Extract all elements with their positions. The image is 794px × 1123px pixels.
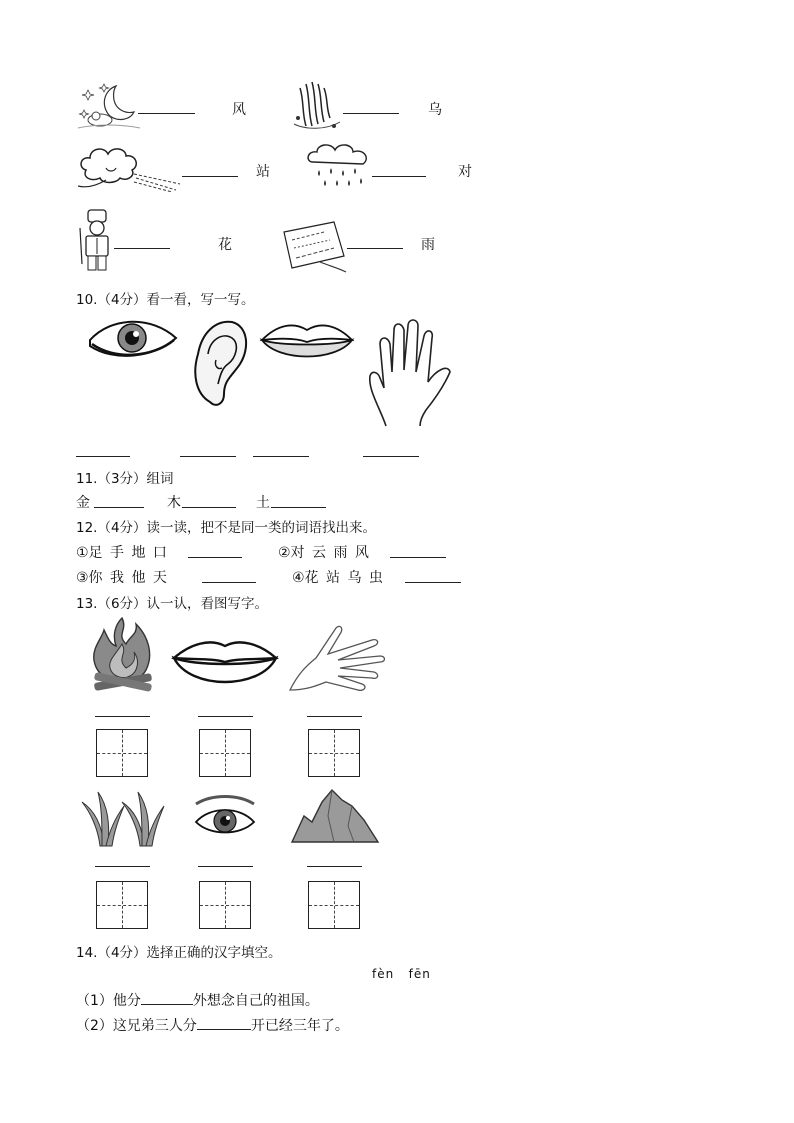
writing-grid[interactable] [96,729,148,777]
answer-line[interactable] [95,716,150,717]
char-hua: 花 [218,237,232,253]
group-3: ③你 我 他 天 [76,570,167,586]
sentence-2 [76,1015,349,1035]
sentence-1-end: 外想念自己的祖国。 [192,993,319,1009]
answer-line[interactable] [182,176,238,177]
writing-grid[interactable] [308,881,360,929]
sentence-1-start: （1）他分 [76,993,141,1009]
answer-line[interactable] [363,456,419,457]
answer-line[interactable] [76,456,130,457]
rain-cloud-picture [305,142,375,192]
lips-picture [258,316,356,368]
ear-picture [188,314,252,408]
wind-cloud-picture [76,142,182,194]
char-dui: 对 [458,164,472,180]
blank[interactable] [197,1015,251,1030]
hand-picture [364,316,454,428]
eye-picture [84,316,180,368]
hand-palm-picture [286,620,386,694]
writing-grid[interactable] [96,881,148,929]
answer-line[interactable] [95,866,150,867]
char-wu: 乌 [428,102,442,118]
answer-line[interactable] [307,716,362,717]
soldier-picture [78,208,116,274]
mountain-picture [290,786,380,846]
char-jin: 金 [76,495,90,511]
sentence-2-start: （2）这兄弟三人分 [76,1018,197,1034]
answer-line[interactable] [372,176,426,177]
question-10-title: 10.（4分）看一看，写一写。 [76,292,255,308]
moon-stars-picture [76,80,142,132]
answer-line[interactable] [94,507,144,508]
eye-closeup-picture [192,794,258,844]
sentence-2-end: 开已经三年了。 [250,1018,349,1034]
char-feng: 风 [232,102,246,118]
sentence-1 [76,990,319,1010]
char-tu: 土 [256,495,270,511]
answer-line[interactable] [198,716,253,717]
question-13-title: 13.（6分）认一认，看图写字。 [76,596,269,612]
group-2: ②对 云 雨 风 [278,545,369,561]
answer-line[interactable] [114,248,170,249]
mouth-picture [170,636,280,692]
pinyin-options: fèn fēn [372,967,431,981]
question-12-title: 12.（4分）读一读，把不是同一类的词语找出来。 [76,520,377,536]
answer-line[interactable] [138,113,195,114]
group-4: ④花 站 乌 虫 [292,570,383,586]
answer-line[interactable] [202,582,256,583]
answer-line[interactable] [271,507,326,508]
fire-picture [86,614,160,694]
char-mu: 木 [167,495,181,511]
answer-line[interactable] [180,456,236,457]
waterfall-picture [290,80,344,132]
char-yu: 雨 [421,237,435,253]
grass-picture [80,788,166,848]
answer-line[interactable] [198,866,253,867]
question-11-title: 11.（3分）组词 [76,471,174,487]
bird-picture [280,218,348,274]
question-14-title: 14.（4分）选择正确的汉字填空。 [76,945,282,961]
writing-grid[interactable] [308,729,360,777]
answer-line[interactable] [405,582,461,583]
writing-grid[interactable] [199,881,251,929]
answer-line[interactable] [343,113,399,114]
group-1: ①足 手 地 口 [76,545,167,561]
answer-line[interactable] [307,866,362,867]
char-zhan: 站 [256,164,270,180]
answer-line[interactable] [253,456,309,457]
answer-line[interactable] [182,507,236,508]
writing-grid[interactable] [199,729,251,777]
answer-line[interactable] [390,557,446,558]
answer-line[interactable] [188,557,242,558]
blank[interactable] [141,990,193,1005]
answer-line[interactable] [347,248,403,249]
